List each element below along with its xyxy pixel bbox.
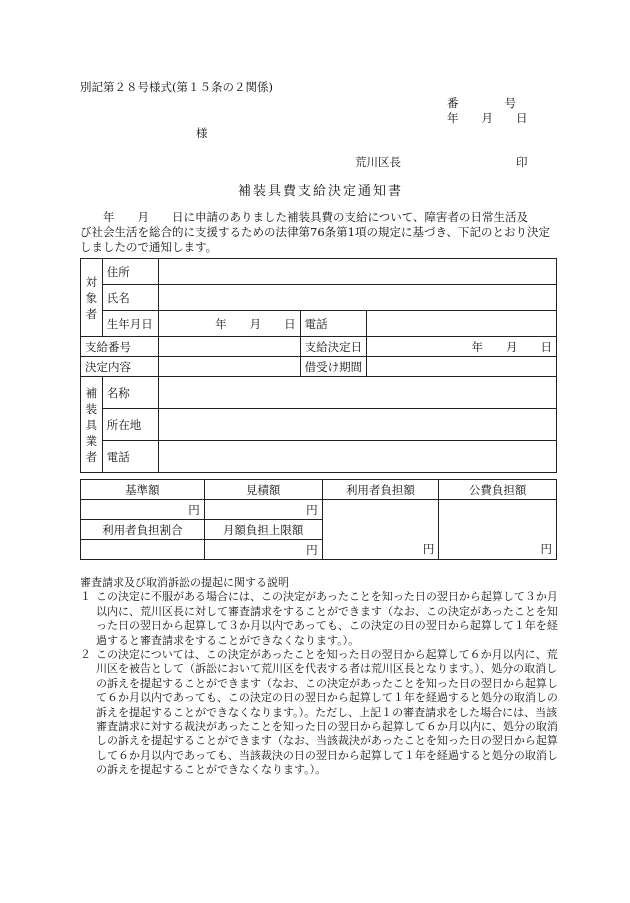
user-ratio-value[interactable] (81, 540, 205, 560)
name-label: 氏名 (102, 285, 158, 311)
vendor-phone-value[interactable] (158, 441, 556, 473)
vendor-name-label: 名称 (102, 377, 158, 409)
vendor-label: 補 装 具 業 者 (81, 377, 103, 473)
user-ratio-header: 利用者負担割合 (81, 520, 205, 540)
form-label: 別記第２８号様式(第１５条の２関係) (80, 80, 273, 94)
vendor-location-value[interactable] (158, 409, 556, 441)
intro-text (80, 210, 560, 255)
standard-amount-value[interactable]: 円 (81, 500, 205, 520)
rental-period-value[interactable] (367, 357, 557, 377)
address-label: 住所 (102, 259, 158, 285)
vendor-location-label: 所在地 (102, 409, 158, 441)
decision-detail-value[interactable] (158, 357, 300, 377)
birthdate-value[interactable]: 年 月 日 (158, 311, 300, 337)
public-burden-header: 公費負担額 (439, 480, 557, 500)
note-number-2: ２ (80, 648, 91, 662)
seal-mark: 印 (516, 155, 528, 169)
decision-detail-label: 決定内容 (81, 357, 159, 377)
standard-amount-header: 基準額 (81, 480, 205, 500)
note-text-2: この決定については、この決定があったことを知った日の翌日から起算して６か月以内に、荒川区を被告として（訴訟において荒川区を代表する者は荒川区長となります。）、処分の取消しの訴えを提起することができます（なお、この決定があったことを知った日の翌日から起算して６か月以内であっても、この決定の日の翌日から起算して１年を経過すると処分の取消しの訴えを提起することができなくなります。）。ただし、上記１の審査請求をした場合には、当該審査請求に対する裁決があったことを知った日の翌日から起算して６か月以内に、処分の取消しの訴えを提起することができます（なお、当該裁決があったことを知った日の翌日から起算して６か月以内であっても、当該裁決の日の翌日から起算して１年を経過すると処分の取消しの訴えを提起することができなくなります。）。 (96, 648, 558, 777)
vendor-phone-label: 電話 (102, 441, 158, 473)
vendor-name-value[interactable] (158, 377, 556, 409)
document-title: 補装具費支給決定通知書 (238, 184, 404, 199)
appeal-notes (80, 576, 558, 778)
decision-form-table (80, 258, 557, 473)
monthly-cap-header: 月額負担上限額 (204, 520, 322, 540)
name-value[interactable] (158, 285, 556, 311)
payment-number-label: 支給番号 (81, 337, 159, 357)
estimate-value[interactable]: 円 (204, 500, 322, 520)
note-item-1 (80, 590, 558, 648)
payment-number-value[interactable] (158, 337, 300, 357)
user-burden-value[interactable]: 円 (322, 500, 439, 560)
note-item-2 (80, 648, 558, 778)
intro-line-2: び社会生活を総合的に支援するための法律第76条第1項の規定に基づき、下記のとおり決定 (80, 225, 550, 239)
public-burden-value[interactable]: 円 (439, 500, 557, 560)
address-value[interactable] (158, 259, 556, 285)
decision-date-label: 支給決定日 (300, 337, 367, 357)
phone-label: 電話 (300, 311, 367, 337)
intro-line-3: しましたので通知します。 (80, 240, 218, 254)
monthly-cap-value[interactable]: 円 (204, 540, 322, 560)
decision-date-value[interactable]: 年 月 日 (367, 337, 557, 357)
estimate-header: 見積額 (204, 480, 322, 500)
birthdate-label: 生年月日 (102, 311, 158, 337)
subject-label: 対 象 者 (81, 259, 103, 337)
rental-period-label: 借受け期間 (300, 357, 367, 377)
note-text-1: この決定に不服がある場合には、この決定があったことを知った日の翌日から起算して３か月以内に、荒川区長に対して審査請求をすることができます（なお、この決定があったことを知った日の翌日から起算して３か月以内であっても、この決定の日の翌日から起算して１年を経過すると審査請求をすることができなくなります。）。 (96, 590, 558, 647)
document-number: 番 号 (447, 96, 516, 110)
issuer-name: 荒川区長 (355, 155, 401, 169)
phone-value[interactable] (367, 311, 557, 337)
note-number-1: １ (80, 590, 91, 604)
addressee-suffix: 様 (196, 126, 208, 140)
issue-date: 年 月 日 (447, 111, 528, 125)
user-burden-header: 利用者負担額 (322, 480, 439, 500)
amounts-table (80, 479, 557, 560)
notes-heading: 審査請求及び取消訴訟の提起に関する説明 (80, 576, 289, 589)
intro-line-1: 年 月 日に申請のありました補装具費の支給について、障害者の日常生活及 (80, 210, 529, 224)
